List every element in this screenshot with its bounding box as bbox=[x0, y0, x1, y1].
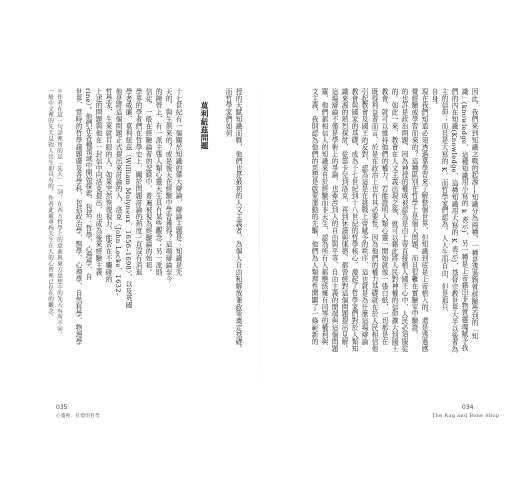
text-column: 的也許是政治問題，因為神授的權威被認為是由上帝直接植入國王心中，人民必須服從 bbox=[400, 88, 408, 353]
text-column: 哲學家，生來就盲眼的人，如果突然恢復視力，能否在不觸碰的 bbox=[104, 88, 112, 283]
text-column: 信徒，一般在經驗論者的記錄中，普遍被視為經驗論的始祖。 bbox=[144, 88, 152, 276]
text-column: 因此，我們來到知識之戰的起源──知識分為兩種，一種是透過物質經驗學到的「知 bbox=[470, 88, 478, 340]
text-column: 教會與國家的基礎，成為十七世紀到十八世紀的哲學核心，激起了哲學家們對於人類知 bbox=[350, 88, 358, 353]
right-running-head: The Rag and Bone Shop bbox=[432, 413, 500, 419]
text-column: 學者威廉．莫利紐茲（William Molyneux，1656–1698），以及英國 bbox=[124, 88, 132, 309]
text-column: 而哲學家們如何 bbox=[224, 88, 232, 137]
text-column: 他是將這個問題正式提出來討論的人，洛克（John Locke，1632– bbox=[114, 88, 122, 297]
text-column: 授的天賦知識而戰，他們也是最初的人文主義者，為個人自由和解放兼政策奠定基礎。 bbox=[234, 88, 242, 353]
left-page-number: 035 bbox=[56, 404, 68, 411]
text-column: 引起教會及國王的反對，認為這是在挑戰上帝賦予的秩序，這也就是為什麼這場辯論 bbox=[360, 88, 368, 346]
text-column: 覺經驗或學習而來的？這種區別在哲學上是個大問題，而且很難在實驗室中驗證。 bbox=[410, 88, 418, 339]
page-gutter bbox=[259, 70, 260, 400]
left-page bbox=[38, 88, 242, 388]
left-page-text-columns bbox=[38, 88, 242, 388]
text-column: rine）。他們在各種領域中開始探索，包括：哲學、心理學、自 bbox=[84, 88, 92, 281]
text-column: 世界，當時的哲學議題廣及各學科，包括政治學、醫學、心理學、自然科學、物理學 bbox=[74, 88, 82, 346]
text-column: 識來源的熱烈探討，從笛卡兒到洛克，再到休謨與康德，都曾經對這個問題提出見解。 bbox=[340, 88, 348, 353]
text-column: 天的，與生俱來的？或是後天在經驗中學習獲得？這場辯論至今 bbox=[164, 88, 172, 283]
text-column: 既得利益者而言，於是在政治上也有其必要性，因為他們的權力基礎就在於人民相信他 bbox=[370, 88, 378, 353]
text-column: 這場辯論不僅是學術上的爭論，也牽涉到人的自由與平等，自由主義的開端與這個問題 bbox=[330, 88, 338, 353]
left-running-head: 心霧裡．紅燈的哲學 bbox=[56, 414, 101, 419]
text-column: 羅，他們都相信人的知識來自於經驗而非天生，認為所有人都應該擁有同等的權利與 bbox=[320, 88, 328, 346]
footnote-column: 一般中文裡的先天是指人出生即具有的，作者此處專指天生在人的心智裡已存在的觀念。 bbox=[47, 88, 53, 321]
text-column: 學界的學者們在哲學史上，關於問題討論的熱度一直沒有消退 bbox=[134, 88, 142, 276]
right-page-text-columns bbox=[282, 88, 478, 388]
text-column: 自身。 bbox=[430, 88, 438, 109]
right-page-number: 034 bbox=[462, 404, 474, 411]
section-heading: 莫利紐茲問題 bbox=[200, 102, 209, 150]
text-column: 十七世紀有一個關於知識的偉大辯論，辯論主題是：知識是先 bbox=[174, 88, 182, 276]
text-column: 現在我們知道必須透過靠學習來了解整個世界，但知識到底是上帝植入的，還是透過感 bbox=[420, 88, 428, 353]
column-spacer bbox=[184, 88, 192, 388]
text-column: 識」(knowledge，這種知識用小寫的 k 表示)，另一種是上帝藉由非物質靈魂賦予我 bbox=[460, 88, 468, 351]
text-column: 主的信仰；而且是大寫的 K，而哲學家們認為，人人生而自由，但是那只 bbox=[440, 88, 448, 312]
text-column: 們的內在知識(Knowledge，這種知識用大寫的 K 表示)，基督宗教世界大半以後者為 bbox=[450, 88, 458, 353]
text-column: 教會，就可以維持他們的權力。若能證明人類心靈一開始就像一張白紙，一切都是在 bbox=[380, 88, 388, 346]
text-column: 的陣營上，有一派主張人類心靈天生具有某些觀念；另一派則 bbox=[154, 88, 162, 276]
text-column: 文主義，我則認為他們的思想是啟蒙運動的先驅，他們為人類理性開闢了一條嶄新的 bbox=[310, 88, 318, 346]
right-page bbox=[282, 88, 478, 388]
column-spacer bbox=[64, 88, 72, 388]
column-spacer bbox=[214, 88, 222, 388]
text-column: 上述的問題與他在一封信中向洛克提出，也成為後來經驗主義 bbox=[94, 88, 102, 276]
text-column: 的。如此一來，教會在人文主義出現之後，就可以藉此將人民對神權的信仰擴大到國王 bbox=[390, 88, 398, 353]
footnote-column: ＊作者在這一句話裡用的是「先天」一詞，在西方哲學上的意義與東方思想中的先天有所不同。 bbox=[56, 88, 62, 338]
